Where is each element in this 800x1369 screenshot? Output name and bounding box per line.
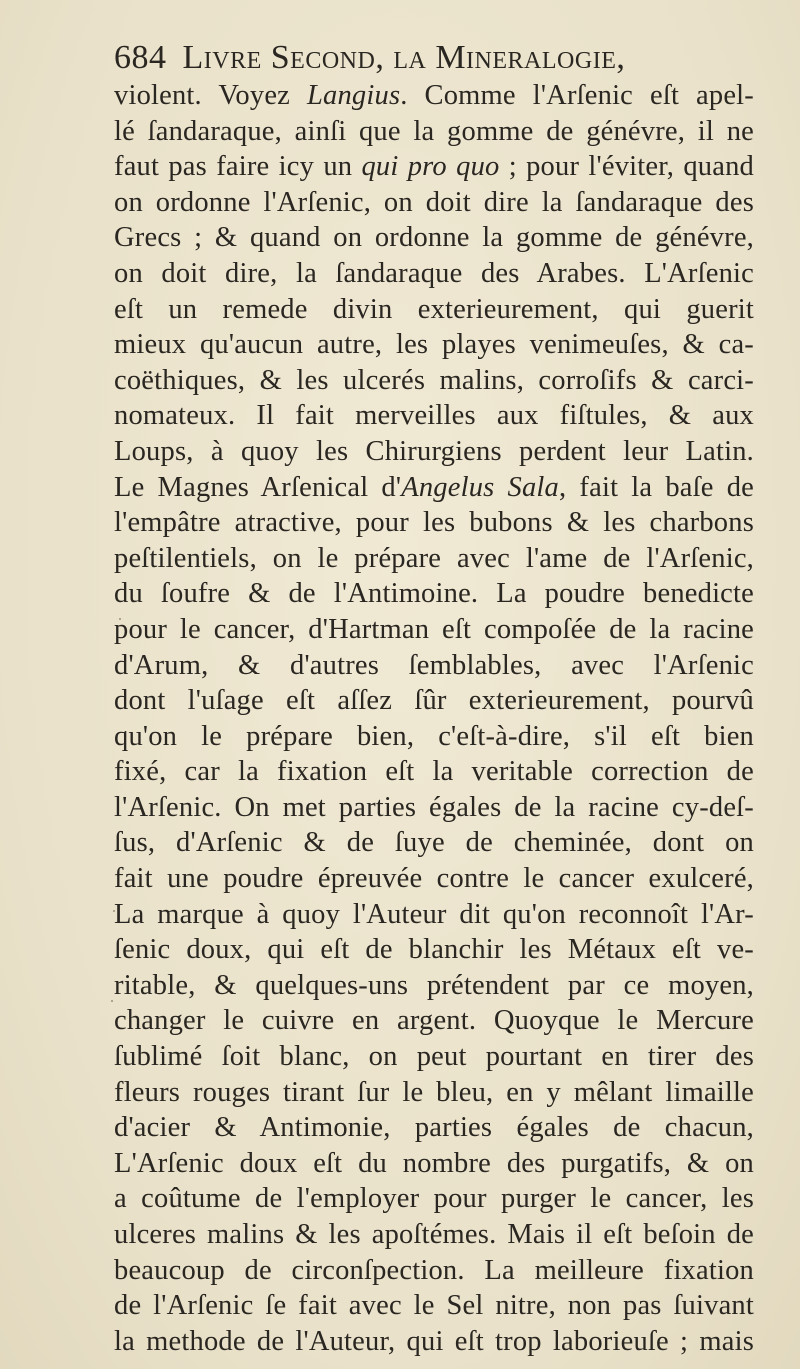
body-text	[114, 78, 754, 1359]
text-line: d'acier & Antimonie, parties égales de chacun,	[114, 1112, 754, 1144]
text-line: nomateux. Il fait merveilles aux fiſtules, & aux	[114, 400, 754, 432]
margin-mark	[111, 1000, 113, 1002]
text-line: eſt un remede divin exterieurement, qui guerit	[114, 293, 754, 325]
text-line: lé ſandaraque, ainſi que la gomme de génévre, il ne	[114, 115, 754, 147]
text-line: mieux qu'aucun autre, les playes venimeuſes, & ca-	[114, 329, 754, 361]
text-line: dont l'uſage eſt aſſez ſûr exterieurement, pourvû	[114, 685, 754, 717]
text-line: beaucoup de circonſpection. La meilleure fixation	[114, 1254, 754, 1286]
text-line: ritable, & quelques-uns prétendent par ce moyen,	[114, 969, 754, 1001]
text-line: ulceres malins & les apoſtémes. Mais il eſt beſoin de	[114, 1219, 754, 1250]
text-line: fait une poudre épreuvée contre le cancer exulceré,	[114, 863, 754, 895]
text-line: a coûtume de l'employer pour purger le cancer, les	[114, 1183, 754, 1215]
text-line: L'Arſenic doux eſt du nombre des purgatifs, & on	[114, 1147, 754, 1179]
text-line: du ſoufre & de l'Antimoine. La poudre benedicte	[114, 578, 754, 610]
text-line: faut pas faire icy un qui pro quo ; pour l'éviter, quand	[114, 151, 755, 183]
text-line: violent. Voyez Langius. Comme l'Arſenic eſt apel-	[114, 80, 754, 111]
text-line: Le Magnes Arſenical d'Angelus Sala, fait la baſe de	[114, 471, 755, 503]
text-line: ſus, d'Arſenic & de ſuye de cheminée, dont on	[114, 827, 754, 859]
running-head: Livre Second, la Mineralogie,	[182, 39, 626, 76]
text-line: fixé, car la fixation eſt la veritable correction de	[114, 756, 754, 788]
text-block	[114, 38, 754, 1359]
page-header	[114, 38, 754, 78]
text-line: Loups, à quoy les Chirurgiens perdent leur Latin.	[114, 435, 754, 467]
text-line: l'empâtre atractive, pour les bubons & les charbons	[114, 507, 754, 539]
text-line: changer le cuivre en argent. Quoyque le Mercure	[114, 1005, 754, 1037]
text-line: la methode de l'Auteur, qui eſt trop laborieuſe ; mais	[114, 1325, 754, 1357]
text-line: on ordonne l'Arſenic, on doit dire la ſandaraque des	[114, 186, 754, 218]
text-line: d'Arum, & d'autres ſemblables, avec l'Arſenic	[114, 649, 754, 681]
text-line: coëthiques, & les ulcerés malins, corroſifs & carci-	[114, 364, 754, 396]
text-line: Grecs ; & quand on ordonne la gomme de génévre,	[114, 222, 754, 254]
text-line: pour le cancer, d'Hartman eſt compoſée de la racine	[114, 613, 754, 645]
text-line: peſtilentiels, on le prépare avec l'ame de l'Arſenic,	[114, 542, 754, 574]
text-line: on doit dire, la ſandaraque des Arabes. L'Arſenic	[114, 257, 754, 289]
text-line: La marque à quoy l'Auteur dit qu'on reconnoît l'Ar-	[114, 898, 754, 930]
text-line: qu'on le prépare bien, c'eſt-à-dire, s'il eſt bien	[114, 720, 754, 752]
text-line: l'Arſenic. On met parties égales de la racine cy-deſ-	[114, 791, 754, 823]
text-line: de l'Arſenic ſe fait avec le Sel nitre, non pas ſuivant	[114, 1290, 754, 1322]
page-number: 684	[114, 39, 167, 76]
text-line: ſenic doux, qui eſt de blanchir les Métaux eſt ve-	[114, 934, 754, 966]
text-line: ſublimé ſoit blanc, on peut pourtant en tirer des	[114, 1041, 754, 1073]
text-line: fleurs rouges tirant ſur le bleu, en y mêlant limaille	[114, 1076, 754, 1108]
